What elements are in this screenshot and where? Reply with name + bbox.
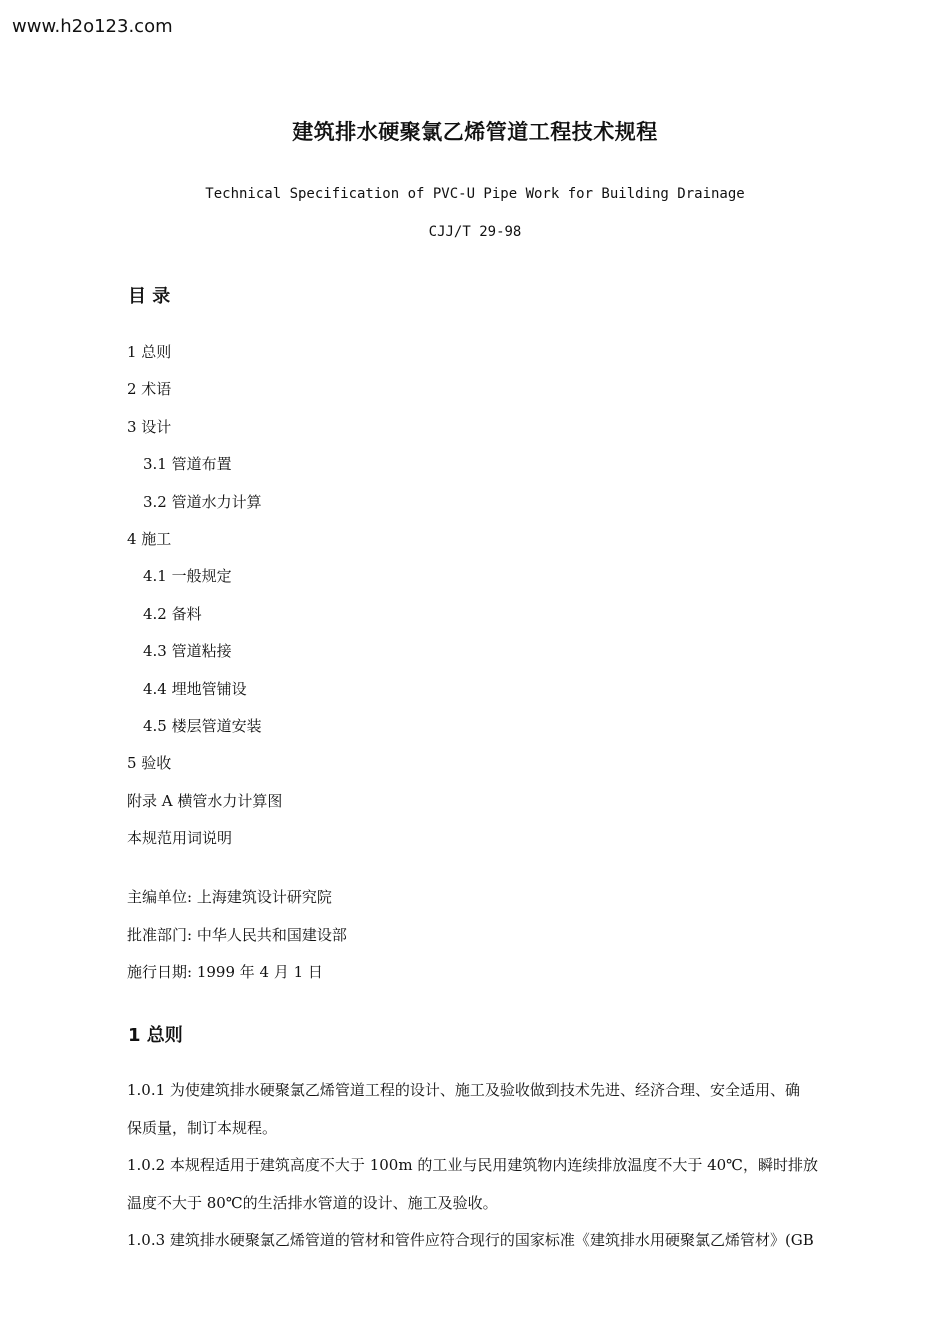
paragraph-line: 1.0.1 为使建筑排水硬聚氯乙烯管道工程的设计、施工及验收做到技术先进、经济合理、安全适用、确 (127, 1081, 800, 1099)
toc-item-appendix-a[interactable]: 附录 A 横管水力计算图 (127, 791, 283, 810)
toc-item-buried-pipe[interactable]: 4.4 埋地管铺设 (143, 679, 247, 698)
chapter-1-heading: 1 总则 (128, 1025, 183, 1046)
toc-heading: 目 录 (128, 286, 171, 307)
approving-dept: 批准部门: 中华人民共和国建设部 (127, 925, 347, 944)
document-title: 建筑排水硬聚氯乙烯管道工程技术规程 (292, 120, 658, 144)
toc-item-hydraulic-calc[interactable]: 3.2 管道水力计算 (143, 492, 262, 511)
toc-item-wording[interactable]: 本规范用词说明 (127, 829, 233, 848)
paragraph-line: 温度不大于 80℃的生活排水管道的设计、施工及验收。 (127, 1193, 498, 1212)
paragraph-line: 保质量，制订本规程。 (127, 1118, 278, 1137)
toc-item-general-rules[interactable]: 4.1 一般规定 (143, 567, 232, 586)
effective-date: 施行日期: 1999 年 4 月 1 日 (127, 963, 323, 981)
toc-item-terms[interactable]: 2 术语 (127, 380, 172, 399)
chapter-1-body (127, 1079, 847, 1267)
document-meta (127, 887, 347, 1000)
site-watermark: www.h2o123.com (12, 16, 173, 37)
toc-item-floor-pipe[interactable]: 4.5 楼层管道安装 (143, 716, 262, 735)
table-of-contents (127, 342, 282, 865)
toc-item-pipe-layout[interactable]: 3.1 管道布置 (143, 455, 232, 474)
toc-item-acceptance[interactable]: 5 验收 (127, 754, 172, 773)
document-code: CJJ/T 29-98 (428, 224, 522, 240)
toc-item-pipe-bonding[interactable]: 4.3 管道粘接 (143, 642, 232, 661)
toc-item-construction[interactable]: 4 施工 (127, 529, 172, 548)
document-subtitle: Technical Specification of PVC-U Pipe Work for Building Drainage (205, 186, 745, 202)
toc-item-materials[interactable]: 4.2 备料 (143, 604, 202, 623)
toc-item-design[interactable]: 3 设计 (127, 417, 172, 436)
toc-item-general[interactable]: 1 总则 (127, 343, 172, 361)
paragraph-line: 1.0.2 本规程适用于建筑高度不大于 100m 的工业与民用建筑物内连续排放温度不大于 40℃，瞬时排放 (127, 1156, 818, 1174)
editor-unit: 主编单位: 上海建筑设计研究院 (127, 888, 332, 906)
paragraph-line: 1.0.3 建筑排水硬聚氯乙烯管道的管材和管件应符合现行的国家标准《建筑排水用硬聚氯乙烯管材》(GB (127, 1231, 814, 1249)
